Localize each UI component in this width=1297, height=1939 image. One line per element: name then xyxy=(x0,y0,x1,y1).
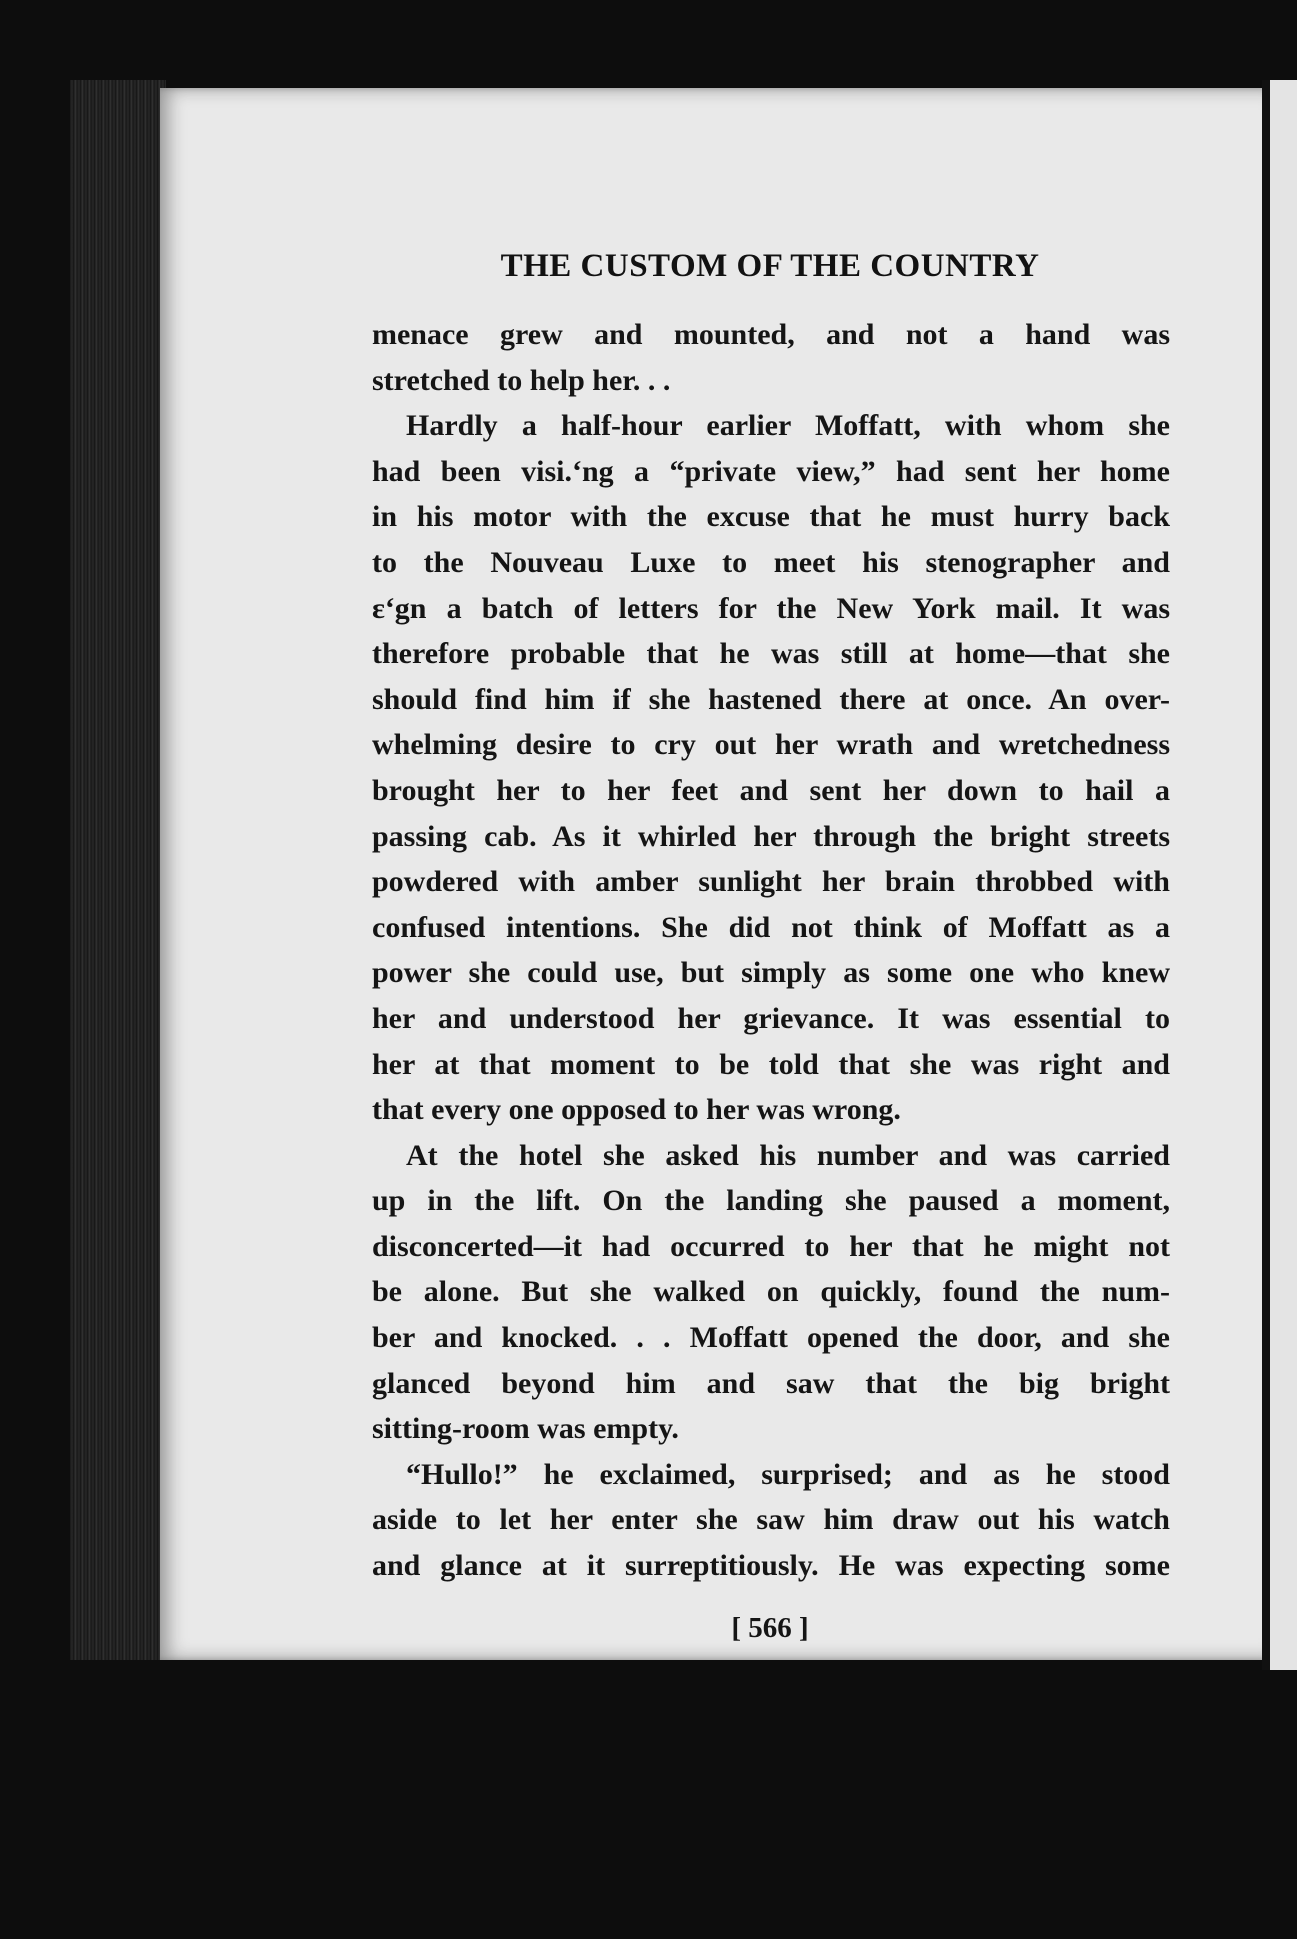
text-line: ber and knocked. . . Moffatt opened the door, and she xyxy=(372,1321,1170,1355)
text-line: brought her to her feet and sent her down to hail a xyxy=(372,773,1170,807)
text-line: should find him if she hastened there at once. An over- xyxy=(372,682,1170,716)
text-line: and glance at it surreptitiously. He was expecting some xyxy=(372,1549,1170,1583)
text-line: power she could use, but simply as some one who knew xyxy=(372,956,1170,990)
text-line: menace grew and mounted, and not a hand was xyxy=(372,318,1170,351)
text-line: glanced beyond him and saw that the big bright xyxy=(372,1366,1170,1400)
facing-page-edge xyxy=(1262,80,1297,1670)
running-head: THE CUSTOM OF THE COUNTRY xyxy=(500,248,1040,284)
text-line: “Hullo!” he exclaimed, surprised; and as he stood xyxy=(406,1457,1170,1491)
text-line: to the Nouveau Luxe to meet his stenographer and xyxy=(372,545,1170,579)
text-line: up in the lift. On the landing she paused a moment, xyxy=(372,1184,1170,1218)
text-line: be alone. But she walked on quickly, found the num- xyxy=(372,1275,1170,1309)
text-line: her and understood her grievance. It was essential to xyxy=(372,1001,1170,1035)
text-line: had been visi.ʻng a “private view,” had sent her home xyxy=(372,454,1170,488)
text-line: ɛʻgn a batch of letters for the New York mail. It was xyxy=(372,591,1170,625)
text-line: aside to let her enter she saw him draw out his watch xyxy=(372,1503,1170,1537)
text-line: disconcerted—it had occurred to her that he might not xyxy=(372,1229,1170,1263)
text-line: her at that moment to be told that she was right and xyxy=(372,1047,1170,1081)
book-page-edges xyxy=(70,80,166,1660)
text-line: passing cab. As it whirled her through the bright streets xyxy=(372,819,1170,853)
page-number: [ 566 ] xyxy=(731,1612,809,1644)
text-line: therefore probable that he was still at home—that she xyxy=(372,637,1170,671)
text-line: confused intentions. She did not think of Moffatt as a xyxy=(372,910,1170,944)
text-line: At the hotel she asked his number and was carried xyxy=(406,1138,1170,1172)
text-line: powdered with amber sunlight her brain throbbed with xyxy=(372,865,1170,899)
body-text xyxy=(372,312,1170,1589)
text-line: stretched to help her. . . xyxy=(372,363,671,397)
text-line: in his motor with the excuse that he must hurry back xyxy=(372,500,1170,534)
text-line: whelming desire to cry out her wrath and wretchedness xyxy=(372,728,1170,762)
text-line: that every one opposed to her was wrong. xyxy=(372,1093,901,1127)
text-line: sitting-room was empty. xyxy=(372,1412,679,1446)
text-line: Hardly a half-hour earlier Moffatt, with whom she xyxy=(406,409,1170,443)
